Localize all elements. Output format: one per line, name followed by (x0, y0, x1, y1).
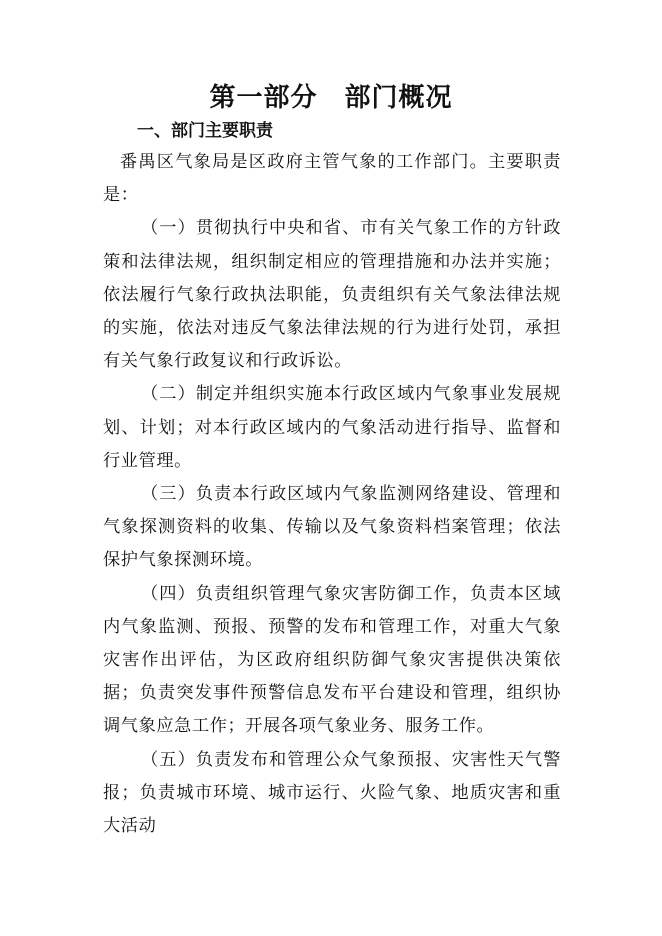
duty-item-5: （五）负责发布和管理公众气象预报、灾害性天气警报；负责城市环境、城市运行、火险气象、地质灾害和重大活动 (103, 749, 561, 837)
duty-item-3: （三）负责本行政区域内气象监测网络建设、管理和气象探测资料的收集、传输以及气象资料档案管理；依法保护气象探测环境。 (103, 484, 561, 571)
duty-item-2: （二）制定并组织实施本行政区域内气象事业发展规划、计划；对本行政区域内的气象活动进行指导、监督和行业管理。 (103, 384, 561, 471)
section-heading: 一、部门主要职责 (137, 121, 273, 141)
document-body (103, 146, 561, 843)
duty-item-1: （一）贯彻执行中央和省、市有关气象工作的方针政策和法律法规，组织制定相应的管理措施和办法并实施；依法履行气象行政执法职能，负责组织有关气象法律法规的实施，依法对违反气象法律法规的行为进行处罚，承担有关气象行政复议和行政诉讼。 (103, 218, 561, 372)
intro-paragraph: 番禺区气象局是区政府主管气象的工作部门。主要职责是： (103, 152, 561, 206)
page-title: 第一部分 部门概况 (209, 83, 453, 113)
duty-item-4: （四）负责组织管理气象灾害防御工作，负责本区域内气象监测、预报、预警的发布和管理工作，对重大气象灾害作出评估，为区政府组织防御气象灾害提供决策依据；负责突发事件预警信息发布平台建设和管理，组织协调气象应急工作；开展各项气象业务、服务工作。 (103, 583, 561, 737)
